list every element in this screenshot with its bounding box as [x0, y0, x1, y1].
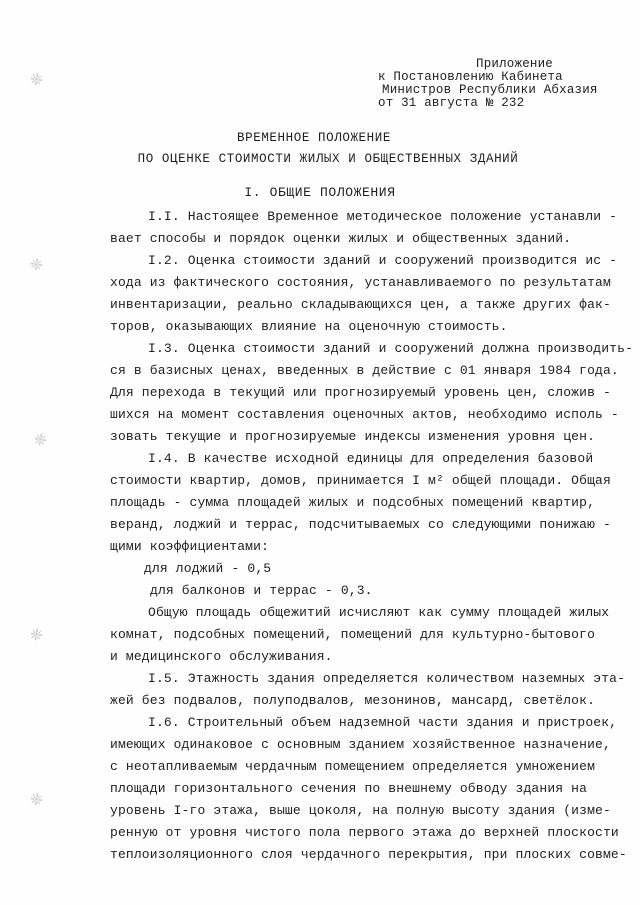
appendix-line: Министров Республики Абхазия: [382, 83, 598, 97]
text-line: вает способы и порядок оценки жилых и общественных зданий.: [110, 231, 572, 246]
appendix-header: [378, 58, 618, 110]
faded-stamp-mark: ❈: [26, 626, 48, 643]
text-line: ренную от уровня чистого пола первого этажа до верхней плоскости: [110, 825, 619, 840]
text-line: и медицинского обслуживания.: [110, 649, 333, 664]
text-line: хода из фактического состояния, устанавливаемого по результатам: [110, 275, 611, 290]
faded-stamp-mark: ❈: [26, 791, 48, 808]
text-line: Общую площадь общежитий исчисляют как сумму площадей жилых: [148, 605, 610, 620]
text-line: I.4. В качестве исходной единицы для определения базовой: [148, 451, 594, 466]
text-line: для балконов и террас - 0,3.: [150, 583, 373, 598]
document-body: [110, 206, 634, 866]
text-line: ся в базисных ценах, введенных в действие с 01 января 1984 года.: [110, 363, 619, 378]
text-line: комнат, подсобных помещений, помещений для культурно-бытового: [110, 627, 596, 642]
section-heading: I. ОБЩИЕ ПОЛОЖЕНИЯ: [244, 185, 396, 200]
document-subtitle: ПО ОЦЕНКЕ СТОИМОСТИ ЖИЛЫХ И ОБЩЕСТВЕННЫХ ЗДАНИЙ: [137, 152, 519, 166]
appendix-line: Приложение: [476, 57, 554, 71]
faded-stamp-mark: ❈: [26, 71, 48, 88]
faded-stamp-mark: ❈: [30, 431, 52, 448]
text-line: I.5. Этажность здания определяется количеством наземных эта-: [148, 671, 626, 686]
text-line: уровень I-го этажа, выше цоколя, на полную высоту здания (изме-: [110, 803, 611, 818]
text-line: инвентаризации, реально складывающихся цен, а также других фак-: [110, 297, 611, 312]
text-line: жей без подвалов, полуподвалов, мезонинов, мансард, светёлок.: [110, 693, 596, 708]
text-line: I.3. Оценка стоимости зданий и сооружений должна производить-: [148, 341, 634, 356]
appendix-line: к Постановлению Кабинета: [378, 70, 563, 84]
text-line: стоимости квартир, домов, принимается I м² общей площади. Общая: [110, 473, 611, 488]
text-line: имеющих одинаковое с основным зданием хозяйственное назначение,: [110, 737, 611, 752]
text-line: I.2. Оценка стоимости зданий и сооружений производится ис -: [148, 253, 618, 268]
faded-stamp-mark: ❈: [26, 256, 48, 273]
text-line: I.6. Строительный объем надземной части здания и пристроек,: [148, 715, 618, 730]
text-line: для лоджий - 0,5: [144, 561, 272, 576]
text-line: с неотапливаемым чердачным помещением определяется умножением: [110, 759, 596, 774]
text-line: Для перехода в текущий или прогнозируемый уровень цен, сложив -: [110, 385, 611, 400]
document-title: ВРЕМЕННОЕ ПОЛОЖЕНИЕ: [237, 131, 391, 145]
text-line: теплоизоляционного слоя чердачного перекрытия, при плоских совме-: [110, 847, 627, 862]
text-line: торов, оказывающих влияние на оценочную стоимость.: [110, 319, 508, 334]
text-line: площадь - сумма площадей жилых и подсобных помещений квартир,: [110, 495, 596, 510]
text-line: зовать текущие и прогнозируемые индексы изменения уровня цен.: [110, 429, 596, 444]
text-line: площади горизонтального сечения по внешнему обводу здания на: [110, 781, 588, 796]
text-line: I.I. Настоящее Временное методическое положение устанавли -: [148, 209, 618, 224]
text-line: щими коэффициентами:: [110, 539, 270, 554]
text-line: шихся на момент составления оценочных актов, необходимо исполь -: [110, 407, 619, 422]
appendix-line: от 31 августа № 232: [378, 96, 525, 110]
text-line: веранд, лоджий и террас, подсчитываемых со следующими понижаю -: [110, 517, 611, 532]
